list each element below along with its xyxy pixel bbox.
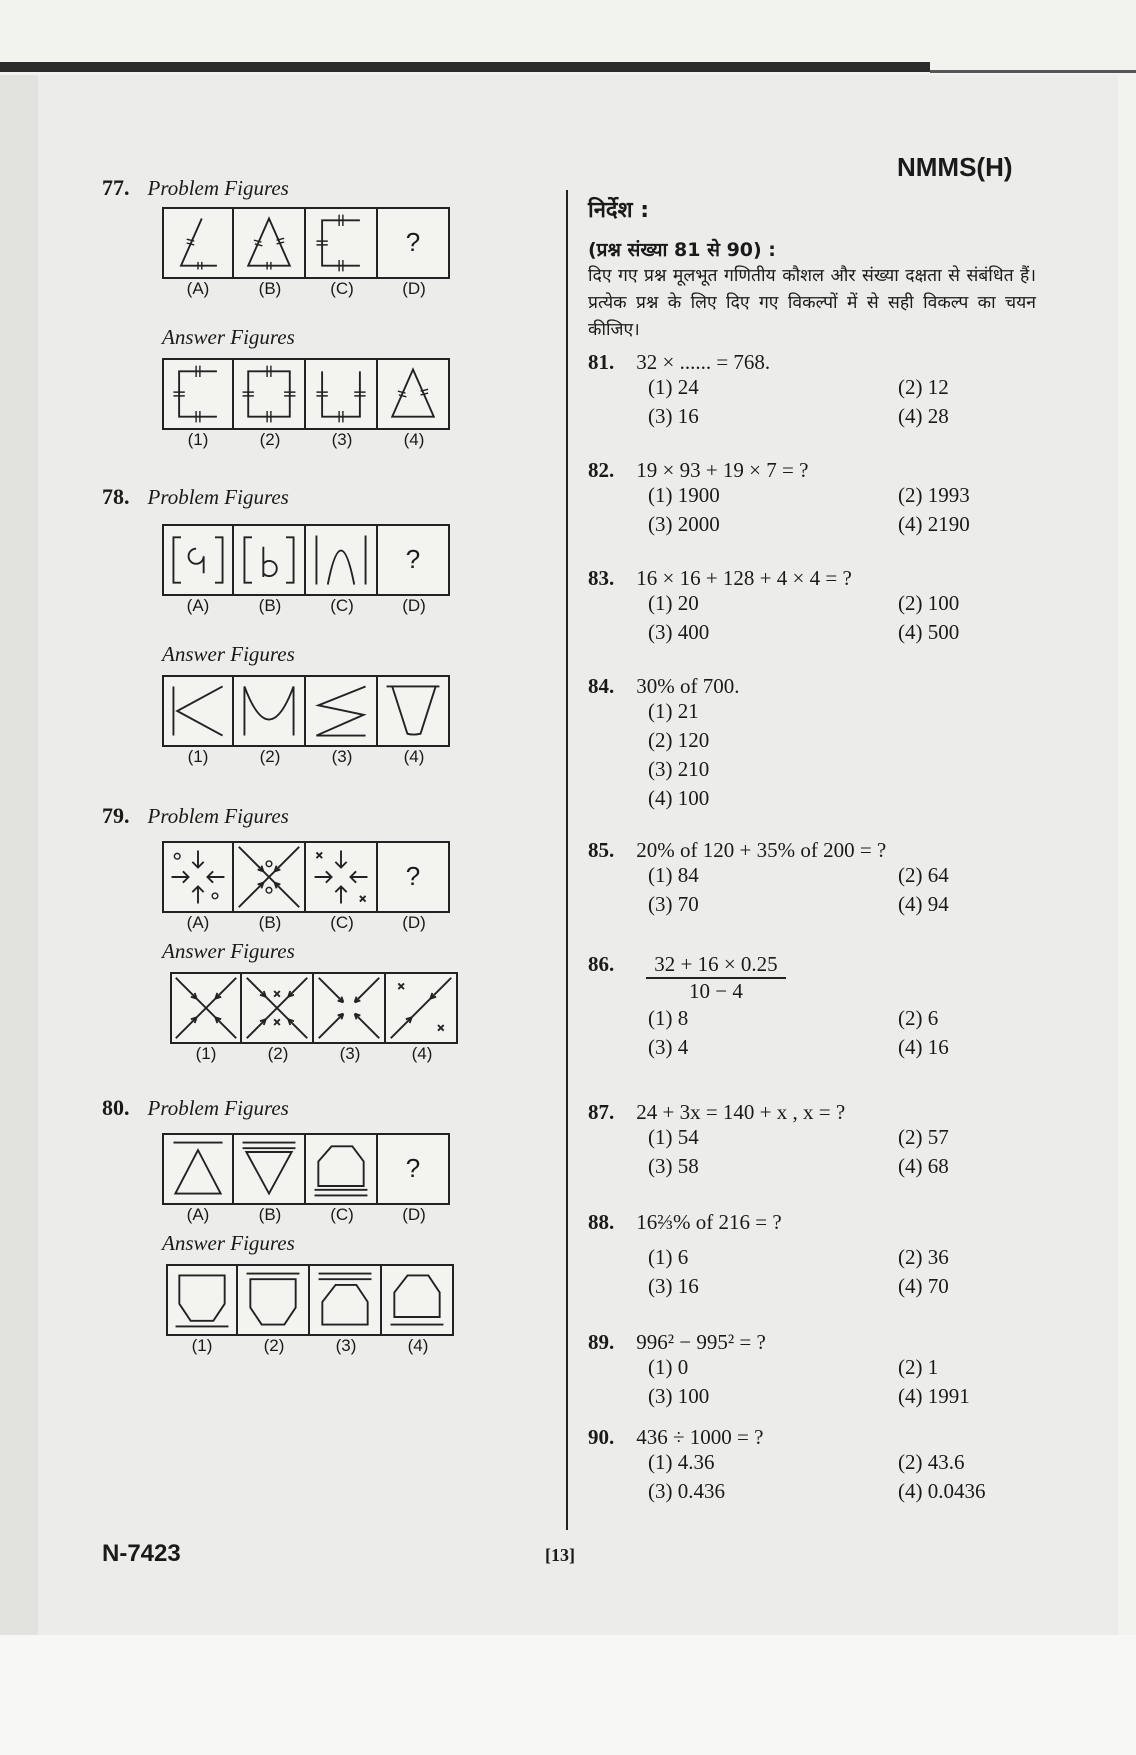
option: (2) 43.6 [898, 1450, 965, 1474]
label-4: (4) [403, 430, 425, 449]
question-number: 79. [102, 803, 130, 828]
figure-b [234, 524, 306, 596]
option: (2) 1993 [898, 483, 970, 507]
option: (1) 20 [648, 591, 699, 615]
figure-b [234, 841, 306, 913]
question-mark: ? [405, 1153, 421, 1183]
question-number: 84. [588, 674, 615, 698]
label-3: (3) [331, 430, 353, 449]
question-90 [588, 1425, 1038, 1504]
question-number: 88. [588, 1210, 615, 1234]
question-stem: 32 × ...... = 768. [636, 350, 771, 374]
option: (1) 84 [648, 863, 699, 887]
problem-figure-labels [162, 1205, 562, 1225]
fraction-denominator: 10 − 4 [689, 979, 743, 1003]
option: (4) 70 [898, 1274, 949, 1298]
question-81 [588, 350, 1038, 429]
label-2: (2) [267, 1044, 289, 1063]
question-78 [102, 484, 562, 767]
option: (3) 100 [648, 1384, 710, 1408]
label-b: (B) [258, 913, 282, 932]
label-4: (4) [411, 1044, 433, 1063]
label-4: (4) [407, 1336, 429, 1355]
option: (3) 4 [648, 1035, 689, 1059]
option: (1) 54 [648, 1125, 699, 1149]
question-fraction [646, 952, 785, 1004]
label-d: (D) [402, 1205, 426, 1224]
label-c: (C) [330, 1205, 354, 1224]
label-c: (C) [330, 596, 354, 615]
directions-range: (प्रश्न संख्या 81 से 90) : [588, 239, 776, 261]
option: (1) 4.36 [648, 1450, 715, 1474]
answer-figure-2 [238, 1264, 310, 1336]
option: (1) 21 [648, 699, 699, 723]
answer-figure-3 [314, 972, 386, 1044]
figure-b [234, 207, 306, 279]
question-80 [102, 1095, 562, 1356]
question-mark: ? [405, 544, 421, 574]
question-stem: 30% of 700. [636, 674, 740, 698]
scan-edge [930, 70, 1136, 73]
question-number: 86. [588, 952, 615, 976]
answer-figures [162, 358, 562, 430]
answer-figure-4 [386, 972, 458, 1044]
question-mark: ? [405, 861, 421, 891]
label-3: (3) [339, 1044, 361, 1063]
footer-code: N-7423 [102, 1540, 181, 1567]
question-84 [588, 674, 1038, 811]
problem-figures [162, 524, 562, 596]
answer-figures-label: Answer Figures [162, 325, 295, 349]
question-number: 78. [102, 484, 130, 509]
answer-figure-labels [166, 1336, 562, 1356]
answer-figure-1 [170, 972, 242, 1044]
problem-figures [162, 1133, 562, 1205]
option: (3) 16 [648, 404, 699, 428]
answer-figure-2 [234, 675, 306, 747]
label-1: (1) [187, 430, 209, 449]
question-stem: 16 × 16 + 128 + 4 × 4 = ? [636, 566, 852, 590]
question-89 [588, 1330, 1038, 1409]
label-a: (A) [186, 279, 210, 298]
label-c: (C) [330, 279, 354, 298]
label-b: (B) [258, 1205, 282, 1224]
label-a: (A) [186, 596, 210, 615]
answer-figure-3 [306, 675, 378, 747]
figure-d [378, 207, 450, 279]
label-2: (2) [263, 1336, 285, 1355]
label-b: (B) [258, 596, 282, 615]
directions-title: निर्देश : [588, 198, 650, 223]
label-2: (2) [259, 747, 281, 766]
option: (4) 28 [898, 404, 949, 428]
question-stem: 20% of 120 + 35% of 200 = ? [636, 838, 887, 862]
option: (2) 57 [898, 1125, 949, 1149]
figure-c [306, 1133, 378, 1205]
answer-figures [166, 1264, 562, 1336]
figure-a [162, 1133, 234, 1205]
fraction-numerator: 32 + 16 × 0.25 [646, 952, 785, 979]
label-3: (3) [335, 1336, 357, 1355]
directions-text: दिए गए प्रश्न मूलभूत गणितीय कौशल और संख्या दक्षता से संबंधित हैं। प्रत्येक प्रश्न के लिए दिए गए विकल्पों में से सही विकल्प का चयन कीजिए। [588, 266, 1036, 340]
label-d: (D) [402, 913, 426, 932]
label-3: (3) [331, 747, 353, 766]
question-77 [102, 175, 562, 450]
label-1: (1) [195, 1044, 217, 1063]
answer-figures [162, 675, 562, 747]
label-4: (4) [403, 747, 425, 766]
figure-c [306, 207, 378, 279]
question-stem: 436 ÷ 1000 = ? [636, 1425, 764, 1449]
answer-figure-1 [162, 358, 234, 430]
label-b: (B) [258, 279, 282, 298]
answer-figure-3 [306, 358, 378, 430]
label-1: (1) [187, 747, 209, 766]
option: (3) 210 [648, 757, 710, 781]
answer-figure-4 [382, 1264, 454, 1336]
question-87 [588, 1100, 1038, 1179]
page-margin [0, 75, 38, 1635]
question-85 [588, 838, 1038, 917]
question-number: 82. [588, 458, 615, 482]
option: (4) 68 [898, 1154, 949, 1178]
option: (1) 24 [648, 375, 699, 399]
problem-figures-label: Problem Figures [147, 176, 289, 200]
figure-a [162, 524, 234, 596]
question-number: 83. [588, 566, 615, 590]
answer-figure-4 [378, 675, 450, 747]
figure-d [378, 524, 450, 596]
answer-figure-2 [242, 972, 314, 1044]
option: (1) 6 [648, 1245, 689, 1269]
option: (3) 2000 [648, 512, 720, 536]
problem-figure-labels [162, 596, 562, 616]
option: (3) 0.436 [648, 1479, 725, 1503]
option: (1) 8 [648, 1006, 689, 1030]
answer-figure-2 [234, 358, 306, 430]
answer-figure-labels [162, 747, 562, 767]
figure-d [378, 1133, 450, 1205]
option: (4) 94 [898, 892, 949, 916]
option: (2) 36 [898, 1245, 949, 1269]
option: (4) 100 [648, 786, 710, 810]
question-82 [588, 458, 1038, 537]
question-stem: 19 × 93 + 19 × 7 = ? [636, 458, 809, 482]
option: (2) 1 [898, 1355, 939, 1379]
figure-c [306, 524, 378, 596]
option: (2) 12 [898, 375, 949, 399]
problem-figures-label: Problem Figures [147, 1096, 289, 1120]
answer-figure-labels [170, 1044, 562, 1064]
option: (4) 0.0436 [898, 1479, 986, 1503]
question-number: 81. [588, 350, 615, 374]
option: (2) 6 [898, 1006, 939, 1030]
label-d: (D) [402, 279, 426, 298]
figure-a [162, 207, 234, 279]
answer-figures-label: Answer Figures [162, 642, 295, 666]
problem-figures [162, 207, 562, 279]
label-d: (D) [402, 596, 426, 615]
question-stem: 996² − 995² = ? [636, 1330, 766, 1354]
option: (2) 64 [898, 863, 949, 887]
figure-d [378, 841, 450, 913]
figure-a [162, 841, 234, 913]
problem-figures-label: Problem Figures [147, 485, 289, 509]
question-number: 87. [588, 1100, 615, 1124]
figure-b [234, 1133, 306, 1205]
option: (1) 0 [648, 1355, 689, 1379]
question-79 [102, 803, 562, 1064]
answer-figure-1 [162, 675, 234, 747]
question-number: 77. [102, 175, 130, 200]
figure-c [306, 841, 378, 913]
problem-figure-labels [162, 913, 562, 933]
option: (2) 120 [648, 728, 710, 752]
question-83 [588, 566, 1038, 645]
answer-figure-4 [378, 358, 450, 430]
page-number: [13] [545, 1545, 575, 1565]
problem-figures [162, 841, 562, 913]
question-number: 90. [588, 1425, 615, 1449]
page-bottom [0, 1635, 1136, 1755]
answer-figure-1 [166, 1264, 238, 1336]
option: (4) 500 [898, 620, 960, 644]
option: (4) 1991 [898, 1384, 970, 1408]
problem-figures-label: Problem Figures [147, 804, 289, 828]
label-a: (A) [186, 913, 210, 932]
option: (1) 1900 [648, 483, 720, 507]
answer-figures-label: Answer Figures [162, 939, 295, 963]
question-stem: 24 + 3x = 140 + x , x = ? [636, 1100, 846, 1124]
option: (3) 16 [648, 1274, 699, 1298]
answer-figures [170, 972, 562, 1044]
option: (4) 16 [898, 1035, 949, 1059]
label-a: (A) [186, 1205, 210, 1224]
question-86 [588, 952, 1038, 1060]
question-number: 89. [588, 1330, 615, 1354]
option: (4) 2190 [898, 512, 970, 536]
label-1: (1) [191, 1336, 213, 1355]
answer-figures-label: Answer Figures [162, 1231, 295, 1255]
question-mark: ? [405, 227, 421, 257]
column-divider [566, 190, 568, 1530]
label-2: (2) [259, 430, 281, 449]
option: (3) 400 [648, 620, 710, 644]
answer-figure-3 [310, 1264, 382, 1336]
option: (3) 58 [648, 1154, 699, 1178]
question-number: 85. [588, 838, 615, 862]
problem-figure-labels [162, 279, 562, 299]
option: (2) 100 [898, 591, 960, 615]
option: (3) 70 [648, 892, 699, 916]
question-number: 80. [102, 1095, 130, 1120]
answer-figure-labels [162, 430, 562, 450]
paper-code: NMMS(H) [897, 152, 1013, 182]
question-88 [588, 1210, 1038, 1299]
scan-edge [0, 62, 930, 72]
question-stem: 16⅔% of 216 = ? [636, 1210, 782, 1234]
label-c: (C) [330, 913, 354, 932]
